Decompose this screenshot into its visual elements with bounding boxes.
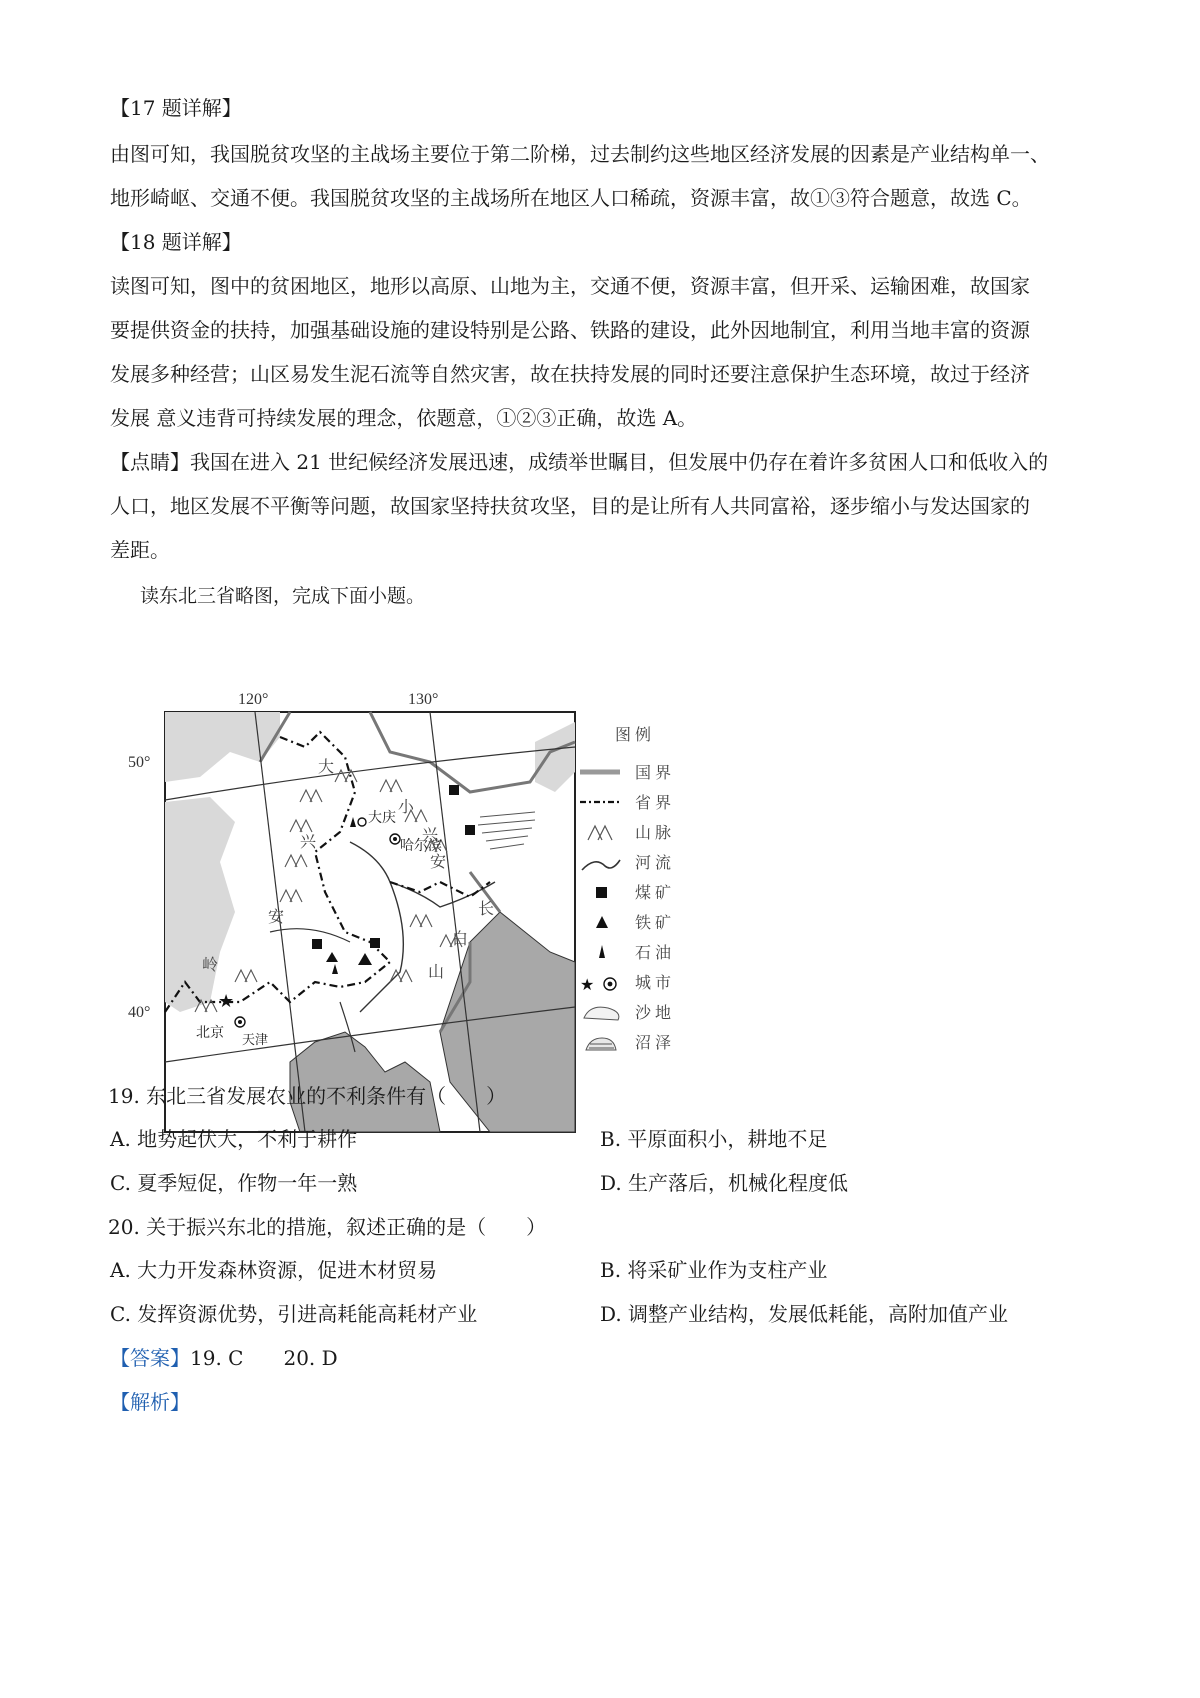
lat-label-50: 50° bbox=[128, 754, 151, 771]
answer-values: 19. C 20. D bbox=[190, 1346, 338, 1370]
legend-title: 图 例 bbox=[615, 727, 652, 744]
legend-label-swamp: 沼 泽 bbox=[635, 1035, 672, 1052]
q18-line-3: 发展多种经营；山区易发生泥石流等自然灾害，故在扶持发展的同时还要注意保护生态环境，故过于经济 bbox=[110, 362, 1030, 386]
map-legend bbox=[580, 726, 671, 1052]
legend-label-national-border: 国 界 bbox=[635, 765, 672, 782]
q20-option-d[interactable]: D. 调整产业结构，发展低耗能，高附加值产业 bbox=[600, 1302, 1009, 1326]
city-tianjin-label: 天津 bbox=[242, 1032, 269, 1047]
map-instruction: 读东北三省略图，完成下面小题。 bbox=[140, 585, 426, 607]
mountain-char-9: 白 bbox=[452, 931, 469, 948]
answer-line bbox=[110, 1344, 338, 1372]
capital-star-icon: ★ bbox=[218, 991, 235, 1011]
q17-line-2: 地形崎岖、交通不便。我国脱贫攻坚的主战场所在地区人口稀疏，资源丰富，故①③符合题意，故选 C。 bbox=[110, 186, 1032, 210]
legend-label-river: 河 流 bbox=[635, 855, 672, 872]
mountain-char-6: 兴 bbox=[422, 827, 439, 844]
city-star-legend-icon: ★ bbox=[580, 977, 595, 994]
comment-line-1: 【点睛】我国在进入 21 世纪候经济发展迅速，成绩举世瞩目，但发展中仍存在着许多贫困人口和低收入的 bbox=[110, 450, 1049, 474]
mountain-char-3: 安 bbox=[268, 909, 285, 926]
coal-mine-icon bbox=[312, 939, 322, 949]
q20-option-b[interactable]: B. 将采矿业作为支柱产业 bbox=[600, 1258, 828, 1282]
comment-line-3: 差距。 bbox=[110, 538, 170, 562]
analysis-label: 【解析】 bbox=[110, 1390, 190, 1414]
q17-heading: 【17 题详解】 bbox=[110, 96, 242, 120]
mountain-char-10: 山 bbox=[428, 964, 445, 981]
q18-heading: 【18 题详解】 bbox=[110, 230, 242, 254]
question-20-stem: 20. 关于振兴东北的措施，叙述正确的是（ ） bbox=[108, 1215, 547, 1239]
coal-mine-icon bbox=[370, 938, 380, 948]
city-harbin-label: 哈尔滨 bbox=[400, 839, 442, 854]
legend-label-mountain: 山 脉 bbox=[635, 825, 672, 842]
mountain-char-1: 大 bbox=[318, 759, 335, 776]
coal-mine-legend-icon bbox=[596, 887, 607, 898]
legend-label-iron: 铁 矿 bbox=[635, 915, 672, 932]
q20-option-a[interactable]: A. 大力开发森林资源，促进木材贸易 bbox=[110, 1258, 438, 1282]
mountain-char-8: 长 bbox=[478, 901, 495, 918]
coal-mine-icon bbox=[465, 825, 475, 835]
q19-option-b[interactable]: B. 平原面积小，耕地不足 bbox=[600, 1127, 828, 1151]
mountain-char-7: 安 bbox=[430, 854, 447, 871]
q19-option-c[interactable]: C. 夏季短促，作物一年一熟 bbox=[110, 1171, 358, 1195]
legend-label-coal: 煤 矿 bbox=[635, 885, 672, 902]
q17-line-1: 由图可知，我国脱贫攻坚的主战场主要位于第二阶梯，过去制约这些地区经济发展的因素是产业结构单一、 bbox=[110, 142, 1050, 166]
q18-line-2: 要提供资金的扶持，加强基础设施的建设特别是公路、铁路的建设，此外因地制宜，利用当地丰富的资源 bbox=[110, 318, 1030, 342]
mountain-legend-icon bbox=[588, 826, 612, 840]
swamp-legend-icon bbox=[586, 1038, 616, 1050]
sandy-land-legend-icon bbox=[584, 1007, 619, 1020]
legend-label-sandy: 沙 地 bbox=[635, 1005, 672, 1022]
question-19-stem: 19. 东北三省发展农业的不利条件有（ ） bbox=[108, 1084, 507, 1108]
city-daqing-icon bbox=[358, 818, 366, 826]
iron-mine-legend-icon bbox=[596, 916, 608, 928]
legend-label-provincial-border: 省 界 bbox=[635, 795, 672, 812]
comment-line-2: 人口，地区发展不平衡等问题，故国家坚持扶贫攻坚，目的是让所有人共同富裕，逐步缩小与发达国家的 bbox=[110, 494, 1030, 518]
lon-label-130: 130° bbox=[408, 691, 439, 708]
mountain-char-4: 岭 bbox=[202, 957, 219, 974]
river-legend-icon bbox=[582, 860, 620, 870]
lon-label-120: 120° bbox=[238, 691, 269, 708]
oil-legend-icon bbox=[599, 945, 605, 958]
q18-line-4: 发展 意义违背可持续发展的理念，依题意，①②③正确，故选 A。 bbox=[110, 406, 698, 430]
coal-mine-icon bbox=[449, 785, 459, 795]
city-daqing-label: 大庆 bbox=[368, 811, 396, 826]
q19-option-a[interactable]: A. 地势起伏大，不利于耕作 bbox=[110, 1127, 358, 1151]
q20-option-c[interactable]: C. 发挥资源优势，引进高耗能高耗材产业 bbox=[110, 1302, 478, 1326]
city-beijing-label: 北京 bbox=[196, 1026, 224, 1041]
mountain-char-2: 兴 bbox=[300, 834, 317, 851]
legend-label-oil: 石 油 bbox=[635, 945, 672, 962]
q19-option-d[interactable]: D. 生产落后，机械化程度低 bbox=[600, 1171, 849, 1195]
legend-label-city: 城 市 bbox=[635, 975, 672, 992]
mountain-char-5: 小 bbox=[398, 799, 415, 816]
q18-line-1: 读图可知，图中的贫困地区，地形以高原、山地为主，交通不便，资源丰富，但开采、运输困难，故国家 bbox=[110, 274, 1030, 298]
answer-label: 【答案】 bbox=[110, 1346, 190, 1370]
lat-label-40: 40° bbox=[128, 1004, 151, 1021]
